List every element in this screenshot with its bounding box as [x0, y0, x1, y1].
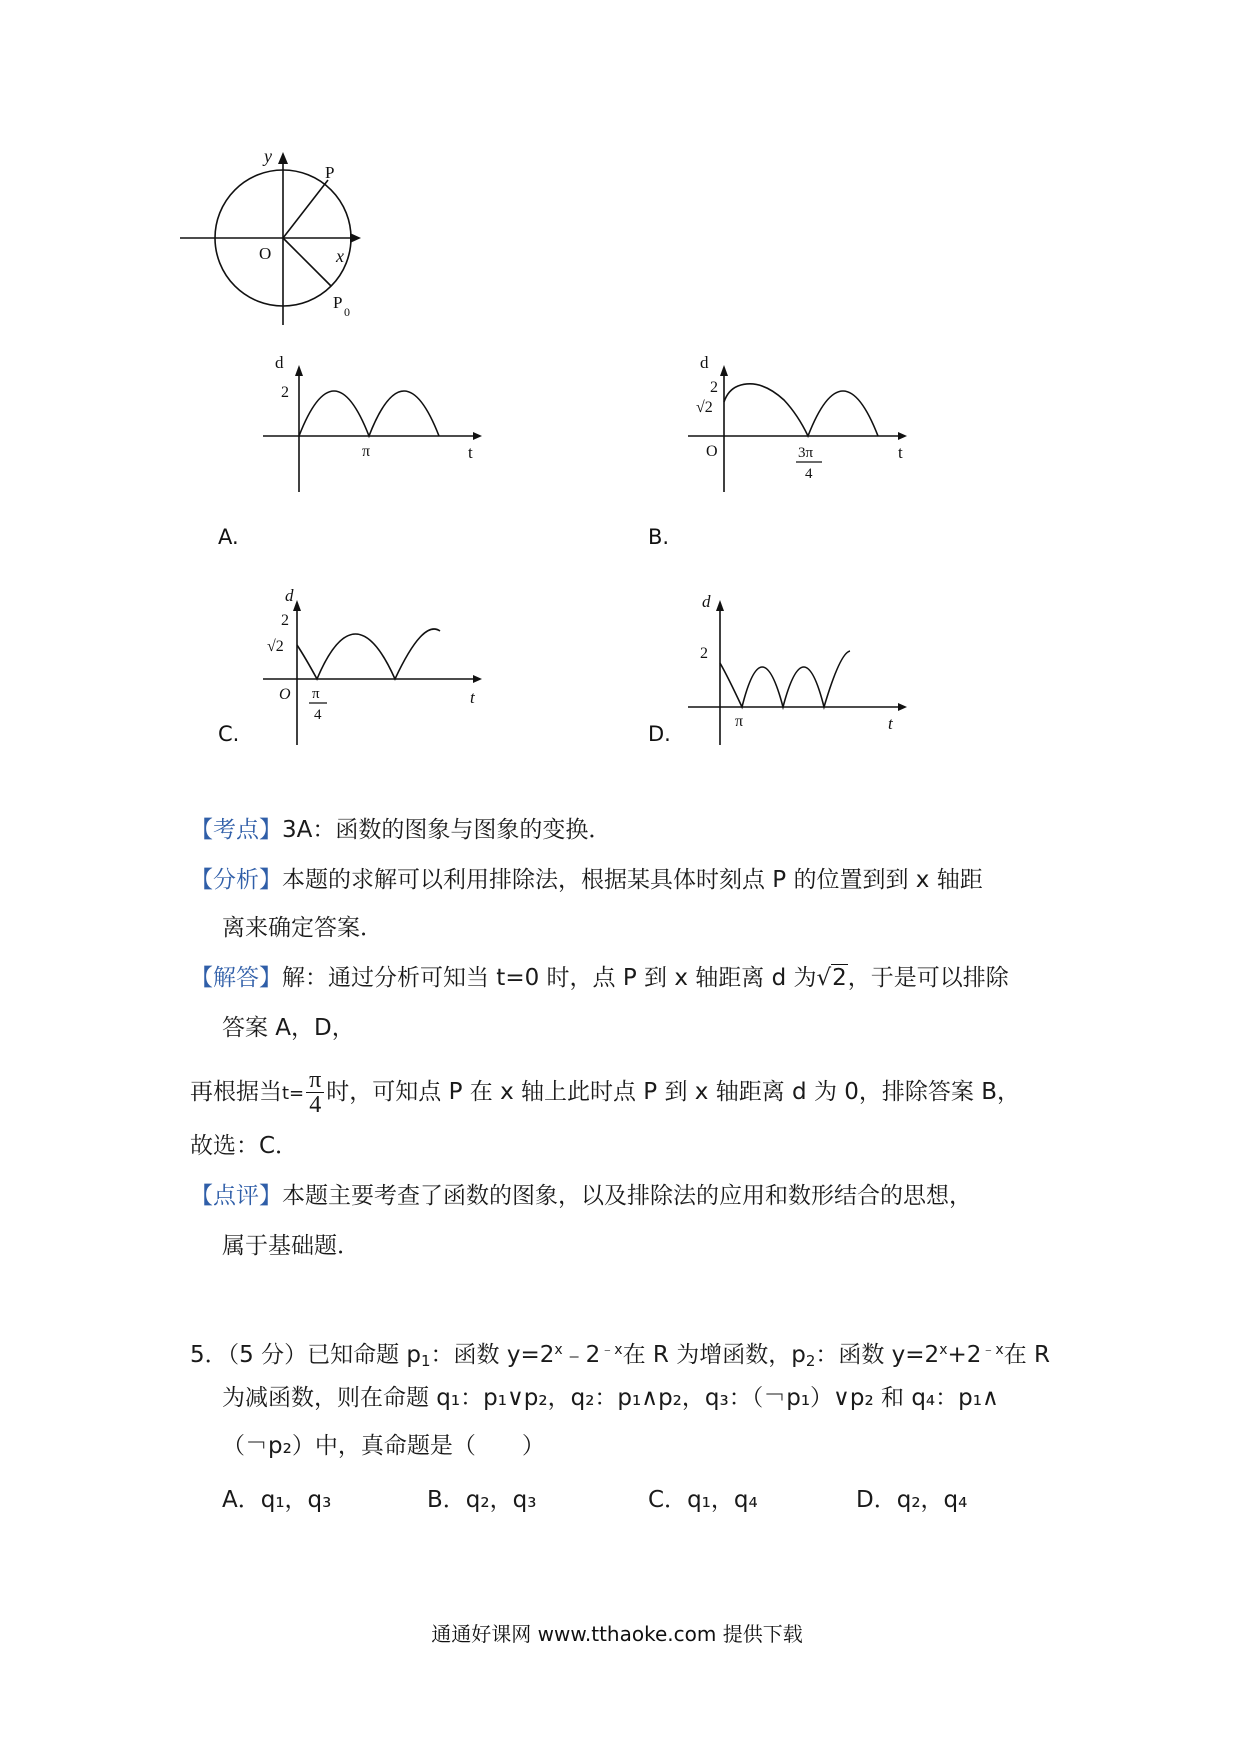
- page-footer: 通通好课网 www.tthaoke.com 提供下载: [431, 1622, 803, 1646]
- graph-option-a: [255, 353, 495, 510]
- q5-option-d[interactable]: [856, 1484, 967, 1516]
- q5-text-e: ：函数 y=2: [815, 1342, 940, 1368]
- frac-num: π: [306, 1068, 324, 1093]
- q5-text-c: ﹣2: [562, 1342, 601, 1368]
- q5-text-a: 5．（5 分）已知命题 p: [190, 1342, 421, 1368]
- origin-label: O: [259, 244, 272, 263]
- tick-den: 4: [805, 466, 813, 482]
- t-label: t: [468, 443, 473, 462]
- q5-option-a-text: q₁，q₃: [260, 1487, 332, 1513]
- graph-option-d: [680, 592, 920, 740]
- origin-label: O: [279, 686, 291, 703]
- graph-option-c: [255, 586, 495, 740]
- tick-sqrt2: √2: [696, 399, 713, 416]
- kaodian-line: [190, 814, 611, 846]
- jieda-line-2: 答案 A，D，: [222, 1015, 355, 1041]
- tick-num: 3π: [798, 445, 814, 461]
- curve: [724, 384, 878, 436]
- dianping-line-2: 属于基础题．: [222, 1233, 360, 1259]
- t-axis-arrow: [898, 432, 907, 440]
- kaodian-tag: 【考点】: [190, 817, 282, 843]
- curve: [299, 391, 439, 436]
- kaodian-text: 3A：函数的图象与图象的变换．: [282, 817, 612, 843]
- d-label: d: [702, 592, 711, 611]
- fenxi-line-2: 离来确定答案．: [222, 915, 383, 941]
- line3-t-eq: t=: [282, 1083, 305, 1104]
- tick-2: 2: [700, 645, 708, 662]
- point-p0-sub: 0: [344, 305, 350, 319]
- point-p0-label: P: [333, 293, 343, 312]
- q5-sup-negx: ﹣x: [600, 1342, 623, 1358]
- point-p-label: P: [325, 163, 335, 182]
- q5-option-d-text: q₂，q₄: [896, 1487, 968, 1513]
- tick-2: 2: [710, 379, 718, 396]
- radius-op: [283, 180, 328, 238]
- t-label: t: [898, 443, 903, 462]
- curve: [297, 629, 440, 679]
- t-label: t: [888, 714, 893, 733]
- q5-option-b-text: q₂，q₃: [465, 1487, 537, 1513]
- line3-text-b: 时，可知点 P 在 x 轴上此时点 P 到 x 轴距离 d 为 0，排除答案 B，: [326, 1079, 1020, 1105]
- sqrt-two: √2: [816, 965, 847, 991]
- frac-den: 4: [309, 1092, 322, 1118]
- q5-option-c[interactable]: [648, 1484, 758, 1516]
- tick-2: 2: [281, 384, 289, 401]
- t-label: t: [470, 688, 475, 707]
- q5-line-1: [190, 1334, 1050, 1377]
- pi-over-4: [306, 1068, 324, 1117]
- option-a-letter: A.: [218, 525, 239, 549]
- jieda-line-4: 故选：C．: [190, 1133, 299, 1159]
- tick-2: 2: [281, 612, 289, 629]
- tick-pi: π: [362, 443, 371, 460]
- q5-option-a[interactable]: [222, 1484, 331, 1516]
- jieda-tag: 【解答】: [190, 965, 282, 991]
- dianping-line-1: [190, 1180, 972, 1212]
- q5-line-2: 为减函数，则在命题 q₁：p₁∨p₂，q₂：p₁∧p₂，q₃：（￢p₁）∨p₂ 和 q₄：p₁∧: [222, 1385, 999, 1411]
- t-axis-arrow: [473, 675, 482, 683]
- q5-sup-x-2: x: [939, 1342, 948, 1358]
- graph-option-b: [680, 353, 920, 520]
- q5-text-f: +2: [947, 1342, 982, 1368]
- q5-sup-negx-2: ﹣x: [981, 1342, 1004, 1358]
- jieda-line-1: [190, 962, 1009, 994]
- option-b-letter: B.: [648, 525, 670, 549]
- q5-option-d-letter: D．: [856, 1487, 897, 1513]
- jieda-line-3: [190, 1068, 1020, 1117]
- option-d-letter: D.: [648, 722, 671, 746]
- q5-text-d: 在 R 为增函数，p: [622, 1342, 806, 1368]
- d-axis-arrow: [295, 365, 303, 376]
- q5-option-a-letter: A．: [222, 1487, 261, 1513]
- option-c-letter: C.: [218, 722, 240, 746]
- x-axis-arrow: [350, 233, 361, 243]
- tick-num: π: [312, 686, 320, 702]
- dianping-text-1: 本题主要考查了函数的图象，以及排除法的应用和数形结合的思想，: [282, 1183, 972, 1209]
- fenxi-tag: 【分析】: [190, 867, 282, 893]
- d-axis-arrow: [716, 600, 724, 611]
- sqrt-radicand: 2: [832, 965, 847, 991]
- d-axis-arrow: [720, 365, 728, 376]
- q5-option-b-letter: B．: [427, 1487, 466, 1513]
- fenxi-text-1: 本题的求解可以利用排除法，根据某具体时刻点 P 的位置到到 x 轴距: [282, 867, 983, 893]
- d-label: d: [700, 353, 709, 372]
- y-axis-arrow: [278, 152, 288, 164]
- fenxi-line-1: [190, 864, 983, 896]
- q5-text-b: ：函数 y=2: [430, 1342, 555, 1368]
- jieda-text-1b: ，于是可以排除: [847, 965, 1009, 991]
- t-axis-arrow: [473, 432, 482, 440]
- radius-op0: [283, 238, 331, 286]
- q5-sup-x: x: [554, 1342, 563, 1358]
- d-label: d: [275, 353, 284, 372]
- x-label: x: [336, 246, 344, 266]
- q5-line-3: （￢p₂）中，真命题是（ ）: [222, 1433, 545, 1459]
- y-label: y: [264, 146, 272, 166]
- q5-option-b[interactable]: [427, 1484, 536, 1516]
- q5-option-c-text: q₁，q₄: [687, 1487, 758, 1513]
- d-axis-arrow: [293, 600, 301, 611]
- tick-den: 4: [314, 707, 322, 723]
- tick-sqrt2: √2: [267, 638, 284, 655]
- q5-text-g: 在 R: [1003, 1342, 1050, 1368]
- jieda-text-1a: 解：通过分析可知当 t=0 时，点 P 到 x 轴距离 d 为: [282, 965, 817, 991]
- origin-label: O: [706, 443, 718, 460]
- curve: [720, 651, 850, 707]
- d-label: d: [285, 586, 294, 605]
- tick-pi: π: [735, 713, 744, 730]
- unit-circle-figure: [190, 146, 390, 370]
- q5-sub-2: 2: [805, 1352, 816, 1370]
- line3-text-a: 再根据当: [190, 1079, 282, 1105]
- t-axis-arrow: [898, 703, 907, 711]
- q5-option-c-letter: C．: [648, 1487, 688, 1513]
- dianping-tag: 【点评】: [190, 1183, 282, 1209]
- q5-sub-1: 1: [421, 1352, 431, 1370]
